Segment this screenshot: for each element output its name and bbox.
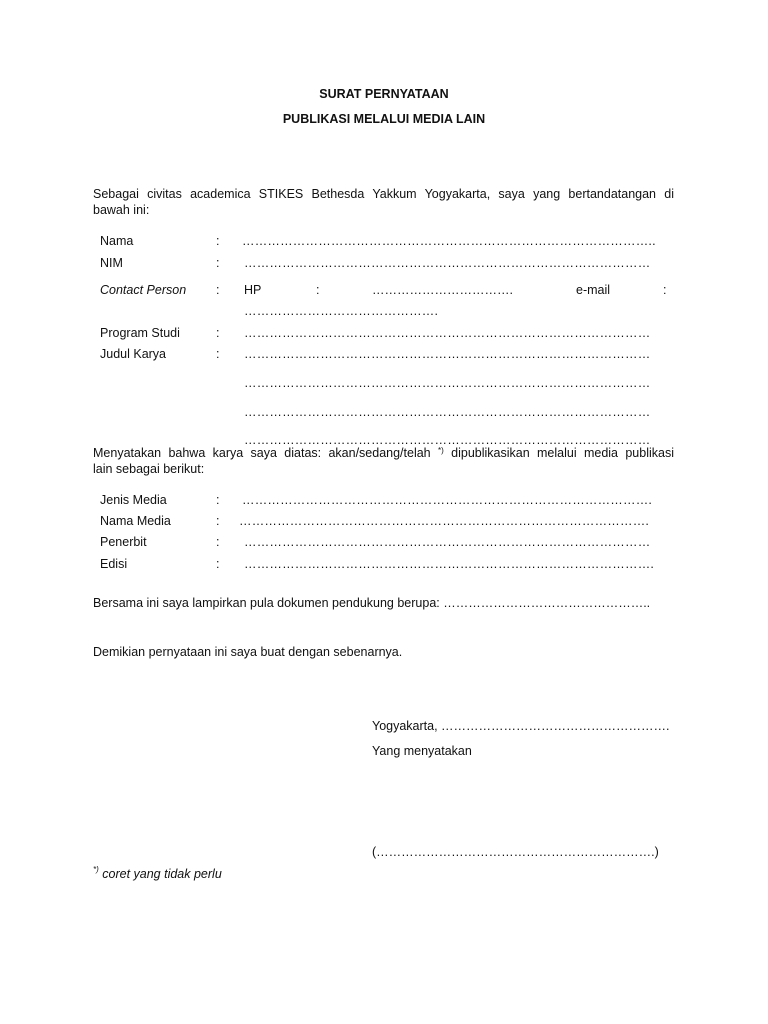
field-label-judul-karya: Judul Karya	[100, 347, 167, 361]
fill-line-jenis-media: …………………………………………………………………………………….	[242, 493, 653, 507]
colon: :	[216, 493, 220, 507]
footnote-text: coret yang tidak perlu	[102, 867, 222, 881]
statement-text: Menyatakan bahwa karya saya diatas: akan/sedang/telah	[93, 446, 431, 460]
fill-line-program-studi: ……………………………………………………………………………………	[244, 326, 651, 340]
place-date-line: Yogyakarta, ……………………………………………….	[372, 719, 670, 733]
field-label-nama: Nama	[100, 234, 134, 248]
document-subtitle: PUBLIKASI MELALUI MEDIA LAIN	[282, 112, 486, 126]
fill-line-edisi: …………………………………………………………………………………….	[244, 557, 655, 571]
statement-paragraph	[93, 445, 674, 477]
fill-line-hp: …………………………….	[372, 283, 513, 297]
closing-statement: Demikian pernyataan ini saya buat dengan sebenarnya.	[93, 645, 403, 659]
field-label-jenis-media: Jenis Media	[100, 493, 167, 507]
statement-footnote-mark: *)	[438, 446, 444, 455]
field-label-penerbit: Penerbit	[100, 535, 147, 549]
colon: :	[216, 234, 220, 248]
colon: :	[216, 514, 220, 528]
fill-line-nama: ……………………………………………………………………………………..	[242, 234, 656, 248]
colon: :	[216, 535, 220, 549]
colon: :	[216, 283, 220, 297]
email-colon: :	[663, 283, 667, 297]
field-label-nama-media: Nama Media	[100, 514, 171, 528]
document-title: SURAT PERNYATAAN	[319, 87, 449, 101]
declarant-label: Yang menyatakan	[372, 744, 472, 758]
footnote	[93, 867, 222, 881]
fill-line-nama-media: …………………………………………………………………………………….	[239, 514, 650, 528]
email-label: e-mail	[576, 283, 611, 297]
fill-line-email: ……………………………………….	[244, 304, 439, 318]
footnote-mark: *)	[93, 865, 99, 874]
field-label-nim: NIM	[100, 256, 123, 270]
field-label-contact-person: Contact Person	[100, 283, 187, 297]
field-label-edisi: Edisi	[100, 557, 128, 571]
fill-line-judul-karya-1: ……………………………………………………………………………………	[244, 347, 651, 361]
fill-line-nim: ……………………………………………………………………………………	[244, 256, 651, 270]
statement-text-rest: dipublikasikan melalui media publikasi	[451, 446, 674, 460]
fill-line-judul-karya-2: ……………………………………………………………………………………	[244, 376, 651, 390]
intro-paragraph	[93, 186, 674, 218]
intro-line-1: Sebagai civitas academica STIKES Bethesda Yakkum Yogyakarta, saya yang bertandatangan di	[93, 187, 674, 201]
fill-line-penerbit: ……………………………………………………………………………………	[244, 535, 651, 549]
intro-line-2: bawah ini:	[93, 203, 150, 217]
fill-line-judul-karya-4: ……………………………………………………………………………………	[244, 433, 651, 447]
fill-line-judul-karya-3: ……………………………………………………………………………………	[244, 405, 651, 419]
hp-label: HP	[244, 283, 262, 297]
attachment-statement: Bersama ini saya lampirkan pula dokumen pendukung berupa: …………………………………………..	[93, 596, 651, 610]
colon: :	[216, 557, 220, 571]
field-label-program-studi: Program Studi	[100, 326, 180, 340]
hp-colon: :	[316, 283, 320, 297]
statement-line-2: lain sebagai berikut:	[93, 462, 205, 476]
colon: :	[216, 347, 220, 361]
colon: :	[216, 256, 220, 270]
signature-name-line: (………………………………………………………….)	[372, 845, 659, 859]
colon: :	[216, 326, 220, 340]
